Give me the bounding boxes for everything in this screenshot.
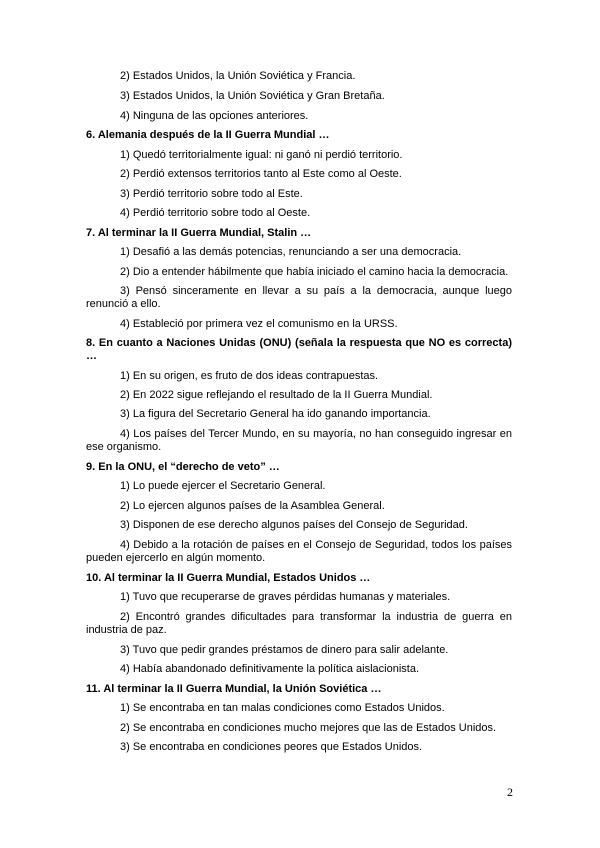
question-7-title: 7. Al terminar la II Guerra Mundial, Stalin … bbox=[86, 227, 312, 239]
q10-option-2-line-2: industria de paz. bbox=[86, 624, 167, 636]
q11-option-3: 3) Se encontraba en condiciones peores que Estados Unidos. bbox=[120, 741, 423, 753]
q9-option-3: 3) Disponen de ese derecho algunos países del Consejo de Seguridad. bbox=[120, 519, 468, 531]
q9-option-2: 2) Lo ejercen algunos países de la Asamblea General. bbox=[120, 500, 385, 512]
q5-option-2: 2) Estados Unidos, la Unión Soviética y Francia. bbox=[120, 70, 356, 82]
q8-option-1: 1) En su origen, es fruto de dos ideas contrapuestas. bbox=[120, 370, 379, 382]
q8-option-3: 3) La figura del Secretario General ha ido ganando importancia. bbox=[120, 408, 431, 420]
q10-option-2-line-1: 2) Encontró grandes dificultades para transformar la industria de guerra en bbox=[120, 611, 512, 623]
q7-option-1: 1) Desafió a las demás potencias, renunciando a ser una democracia. bbox=[120, 246, 462, 258]
q8-option-2: 2) En 2022 sigue reflejando el resultado de la II Guerra Mundial. bbox=[120, 389, 433, 401]
q8-option-4-line-1: 4) Los países del Tercer Mundo, en su mayoría, no han conseguido ingresar en bbox=[120, 428, 512, 440]
q6-option-3: 3) Perdió territorio sobre todo al Este. bbox=[120, 188, 303, 200]
question-9-title: 9. En la ONU, el “derecho de veto” … bbox=[86, 461, 280, 473]
q10-option-3: 3) Tuvo que pedir grandes préstamos de dinero para salir adelante. bbox=[120, 644, 449, 656]
question-8-title-line-1: 8. En cuanto a Naciones Unidas (ONU) (señala la respuesta que NO es correcta) bbox=[86, 337, 512, 349]
q9-option-4-line-2: pueden ejercerlo en algún momento. bbox=[86, 552, 266, 564]
page-number: 2 bbox=[507, 785, 513, 799]
q7-option-2: 2) Dio a entender hábilmente que había iniciado el camino hacia la democracia. bbox=[120, 266, 509, 278]
q5-option-4: 4) Ninguna de las opciones anteriores. bbox=[120, 110, 309, 122]
q8-option-4-line-2: ese organismo. bbox=[86, 441, 162, 453]
q11-option-2: 2) Se encontraba en condiciones mucho mejores que las de Estados Unidos. bbox=[120, 722, 497, 734]
q6-option-4: 4) Perdió territorio sobre todo al Oeste. bbox=[120, 207, 311, 219]
q6-option-2: 2) Perdió extensos territorios tanto al Este como al Oeste. bbox=[120, 168, 402, 180]
q7-option-4: 4) Estableció por primera vez el comunismo en la URSS. bbox=[120, 318, 398, 330]
question-10-title: 10. Al terminar la II Guerra Mundial, Estados Unidos … bbox=[86, 572, 371, 584]
question-8-title-line-2: … bbox=[86, 350, 97, 362]
q10-option-1: 1) Tuvo que recuperarse de graves pérdidas humanas y materiales. bbox=[120, 591, 451, 603]
q10-option-4: 4) Había abandonado definitivamente la política aislacionista. bbox=[120, 663, 420, 675]
q9-option-4-line-1: 4) Debido a la rotación de países en el Consejo de Seguridad, todos los países bbox=[120, 539, 512, 551]
q6-option-1: 1) Quedó territorialmente igual: ni ganó ni perdió territorio. bbox=[120, 149, 403, 161]
q9-option-1: 1) Lo puede ejercer el Secretario General. bbox=[120, 480, 326, 492]
q7-option-3-line-1: 3) Pensó sinceramente en llevar a su país a la democracia, aunque luego bbox=[120, 285, 512, 297]
q7-option-3-line-2: renunció a ello. bbox=[86, 298, 161, 310]
q11-option-1: 1) Se encontraba en tan malas condiciones como Estados Unidos. bbox=[120, 702, 445, 714]
question-6-title: 6. Alemania después de la II Guerra Mundial … bbox=[86, 129, 330, 141]
question-11-title: 11. Al terminar la II Guerra Mundial, la Unión Soviética … bbox=[86, 683, 382, 695]
q5-option-3: 3) Estados Unidos, la Unión Soviética y Gran Bretaña. bbox=[120, 90, 385, 102]
